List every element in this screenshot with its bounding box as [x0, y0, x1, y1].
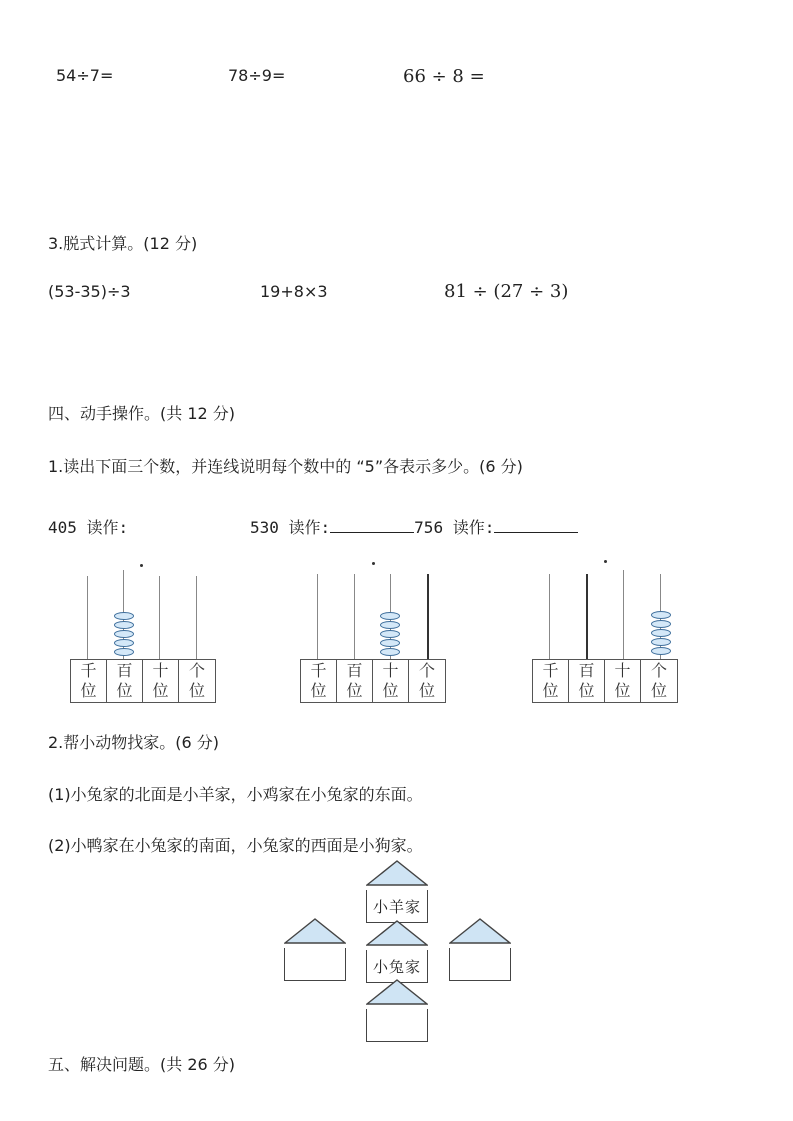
rod-hundreds [354, 574, 355, 660]
q2-statement-2: (2)小鸭家在小兔家的南面，小兔家的西面是小狗家。 [48, 836, 423, 855]
calc-54-div-7: 54÷7= [56, 66, 114, 85]
house-label-rabbit: 小兔家 [366, 950, 428, 983]
rod-ones [196, 576, 197, 660]
roof-icon [366, 860, 428, 886]
roof-icon [366, 920, 428, 946]
number-530-label: 530 读作: [250, 518, 331, 537]
abacus-756 [532, 558, 682, 706]
rod-thousands [317, 574, 318, 660]
expr-3: 81 ÷ (27 ÷ 3) [444, 281, 569, 302]
house-sheep [366, 860, 428, 923]
bead [114, 621, 134, 629]
number-756-label: 756 读作: [414, 518, 495, 537]
cell-hundreds: 百 位 [107, 660, 143, 702]
bead [114, 630, 134, 638]
q1-title: 1.读出下面三个数，并连线说明每个数中的 “5”各表示多少。(6 分) [48, 457, 523, 476]
bead [114, 648, 134, 656]
bead [651, 629, 671, 637]
cell-hundreds: 百 位 [569, 660, 605, 702]
rod-ones [427, 574, 429, 660]
cell-thousands: 千 位 [301, 660, 337, 702]
abacus-dot [140, 564, 143, 567]
bead [651, 611, 671, 619]
cell-thousands: 千 位 [533, 660, 569, 702]
house-label-sheep: 小羊家 [366, 890, 428, 923]
roof-icon [284, 918, 346, 944]
house-west-blank[interactable] [284, 918, 346, 981]
rod-hundreds [586, 574, 588, 660]
bead [114, 612, 134, 620]
cell-tens: 十 位 [373, 660, 409, 702]
number-405-read: 405 读作: [48, 518, 129, 537]
answer-blank-756[interactable] [494, 518, 578, 533]
rod-thousands [87, 576, 88, 660]
place-value-table [532, 659, 678, 703]
calc-78-div-9: 78÷9= [228, 66, 286, 85]
number-530-read [250, 515, 578, 538]
section5-title: 五、解决问题。(共 26 分) [48, 1055, 236, 1074]
bead [651, 620, 671, 628]
house-east-blank[interactable] [449, 918, 511, 981]
bead [651, 647, 671, 655]
roof-icon [366, 979, 428, 1005]
cell-tens: 十 位 [143, 660, 179, 702]
section3-title: 3.脱式计算。(12 分) [48, 234, 198, 253]
cell-ones: 个 位 [650, 661, 667, 700]
rod-thousands [549, 574, 550, 660]
cell-thousands: 千 位 [71, 660, 107, 702]
abacus-dot [604, 560, 607, 563]
bead [380, 621, 400, 629]
house-label-east[interactable] [449, 948, 511, 981]
cell-ones: 个 位 [418, 661, 435, 700]
roof-icon [449, 918, 511, 944]
answer-blank-530[interactable] [330, 518, 414, 533]
rod-tens [623, 570, 624, 660]
bead [380, 612, 400, 620]
bead [380, 648, 400, 656]
cell-tens: 十 位 [605, 660, 641, 702]
place-value-table [70, 659, 216, 703]
bead [380, 630, 400, 638]
abacus-dot [372, 562, 375, 565]
place-value-table [300, 659, 446, 703]
bead [380, 639, 400, 647]
calc-66-div-8: 66 ÷ 8 = [403, 66, 485, 87]
expr-1: (53-35)÷3 [48, 282, 131, 301]
section4-title: 四、动手操作。(共 12 分) [48, 404, 236, 423]
bead [651, 638, 671, 646]
house-label-south[interactable] [366, 1009, 428, 1042]
abacus-405 [70, 560, 220, 706]
q2-title: 2.帮小动物找家。(6 分) [48, 733, 220, 752]
house-label-west[interactable] [284, 948, 346, 981]
rod-tens [159, 576, 160, 660]
q2-statement-1: (1)小兔家的北面是小羊家，小鸡家在小兔家的东面。 [48, 785, 423, 804]
cell-ones: 个 位 [188, 661, 205, 700]
house-rabbit [366, 920, 428, 983]
house-south-blank[interactable] [366, 979, 428, 1042]
bead [114, 639, 134, 647]
cell-hundreds: 百 位 [337, 660, 373, 702]
expr-2: 19+8×3 [260, 282, 328, 301]
abacus-530 [300, 560, 450, 706]
